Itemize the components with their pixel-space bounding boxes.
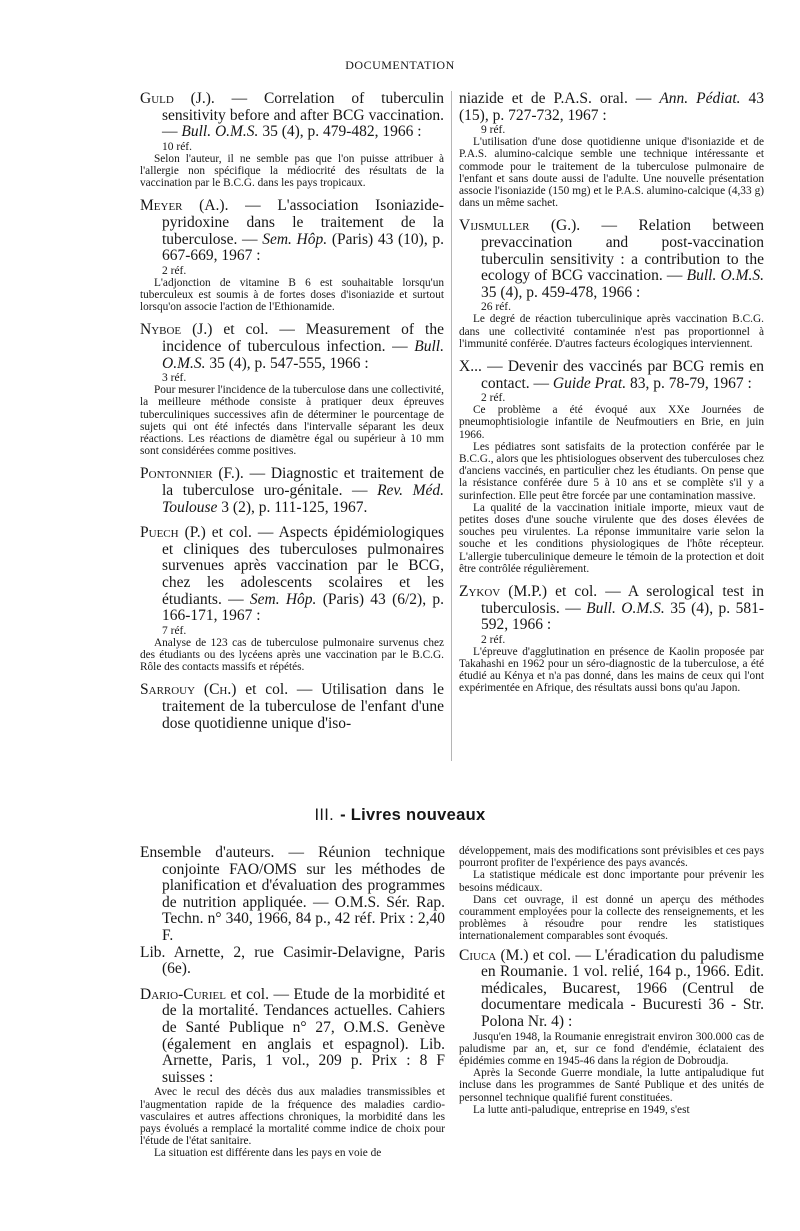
reference-count: 10 réf. xyxy=(162,140,193,153)
reference-count: 26 réf. xyxy=(481,301,512,314)
bibliography-entry xyxy=(140,845,445,978)
citation xyxy=(459,218,764,301)
summary: Le degré de réaction tuberculinique après vaccination B.C.G. dans une collectivité contaminée n'est pas proportionnel à l'immunité conférée. D'autres facteurs écologiques interviennent. xyxy=(459,313,764,350)
reference-count: 9 réf. xyxy=(481,124,506,137)
author: Guld (J.). xyxy=(140,90,215,107)
author: Dario-Curiel xyxy=(140,985,226,1003)
title-text: — Diagnostic et traitement de la tuberculose uro-génitale. — xyxy=(162,465,444,499)
title-text: et col. — Aspects épidémiologiques et cliniques des tuberculoses pulmonaires survenues après vaccination par le BCG, chez les adolescents scolaires et les étudiants. — xyxy=(162,524,444,608)
summary: Avec le recul des décès dus aux maladies transmissibles et l'augmentation rapide de la fréquence des maladies cardio-vasculaires et autres affections chroniques, la morbidité dans les pays évolués a remplacé la mortalité comme indice de choix pour l'étude de l'état sanitaire. xyxy=(140,1086,445,1148)
citation xyxy=(140,525,444,625)
journal: Bull. O.M.S. xyxy=(162,337,444,372)
summary: Pour mesurer l'incidence de la tuberculose dans une collectivité, la meilleure méthode consiste à pratiquer deux épreuves tuberculiniques successives afin de déterminer le pourcentage de sujets qui ont été infectés dans l'intervalle séparant les deux réactions. Les réactions de diamètre égal ou supérieur à 10 mm sont considérées comme positives. xyxy=(140,384,444,458)
summary: Ce problème a été évoqué aux XXe Journées de pneumophtisiologie infantile de Neufmoutiers en Brie, en juin 1966. xyxy=(459,404,764,441)
citation xyxy=(140,682,444,732)
entry-continuation xyxy=(459,91,764,209)
journal: Bull. O.M.S. xyxy=(686,267,765,285)
title-text: Ensemble d'auteurs. — Réunion technique conjointe FAO/OMS sur les méthodes de planification et d'évaluation des programmes de nutrition appliquée. — O.M.S. Sér. Rap. Techn. n° 340, 1966, 84 p., 42 réf. Prix : 2,40 F. xyxy=(140,844,445,944)
citation xyxy=(140,987,445,1087)
reference-count: 2 réf. xyxy=(481,392,506,405)
title-text: et col. — Etude de la morbidité et de la mortalité. Tendances actuelles. Cahiers de Santé Publique n° 27, O.M.S. Genève (également en anglais et espagnol). Lib. Arnette, Paris, 1 vol., 209 p. Prix : 8 F suisses : xyxy=(162,985,445,1086)
summary: La situation est différente dans les pays en voie de xyxy=(154,1147,382,1160)
summary: L'adjonction de vitamine B 6 est souhaitable lorsqu'un tuberculeux est soumis à de fortes doses d'isoniazide et surtout lorsqu'on associe l'action de l'Ethionamide. xyxy=(140,276,444,314)
title-text: et col. — Measurement of the incidence of tuberculous infection. — xyxy=(162,321,444,355)
column-left-top xyxy=(140,91,444,741)
author: Puech (P.) xyxy=(140,524,206,542)
journal: Guide Prat. xyxy=(552,374,627,392)
author: X... xyxy=(459,357,482,375)
author: Nyboe (J.) xyxy=(140,321,213,339)
title-text: — Devenir des vaccinés par BCG remis en contact. — xyxy=(481,357,764,392)
summary: L'utilisation d'une dose quotidienne unique d'isoniazide et de P.A.S. alumino-calcique semble une technique intéressante et commode pour le traitement de la tuberculose pulmonaire de l'enfant et sans doute aussi de l'adulte. Une nouvelle présentation associe l'isoniazide (150 mg) et le P.A.S. alumino-calcique (4,33 g) dans un même sachet. xyxy=(459,136,764,210)
volume-pages: 35 (4), p. 581-592, 1966 : xyxy=(481,599,764,634)
citation xyxy=(459,584,764,634)
reference-count: 7 réf. xyxy=(162,624,187,637)
citation xyxy=(140,845,445,945)
entry-list xyxy=(459,948,764,1116)
summary: L'épreuve d'agglutination en présence de Kaolin proposée par Takahashi en 1962 pour un séro-diagnostic de la tuberculose, a été étudié au Kénya et n'a pas donné, dans les mains de ceux qui l'ont expérimentée en Afrique, des résultats aussi bons qu'au Japon. xyxy=(459,645,764,695)
section-title: III. - Livres nouveaux xyxy=(314,806,486,824)
bibliography-entry xyxy=(140,525,444,673)
summary-paragraph: Dans cet ouvrage, il est donné un aperçu des méthodes couramment employées pour la collecte des renseignements, et les problèmes à résoudre pour rendre les statistiques internationalement comparables sont évoqués. xyxy=(459,893,764,943)
title-text: — Correlation of tuberculin sensitivity before and after BCG vaccination. — xyxy=(162,90,445,141)
reference-count: 3 réf. xyxy=(162,372,187,385)
author: Ciuca (M.) xyxy=(459,946,529,964)
bibliography-entry xyxy=(140,322,444,457)
summary: La lutte anti-paludique, entreprise en 1949, s'est xyxy=(473,1103,690,1116)
citation xyxy=(140,198,444,264)
journal: Sem. Hôp. xyxy=(262,230,328,248)
author: Pontonnier (F.). xyxy=(140,465,244,483)
summary: Selon l'auteur, il ne semble pas que l'on puisse attribuer à l'allergie non spécifique la médiocrité des résultats de la vaccination par le B.C.G. dans les pays tropicaux. xyxy=(140,152,444,190)
column-right-top xyxy=(459,91,764,704)
title-text: et col. — A serological test in tuberculosis. — xyxy=(481,583,764,617)
author: Zykov (M.P.) xyxy=(459,583,548,601)
citation xyxy=(140,322,444,372)
bibliography-entry xyxy=(459,359,764,575)
citation xyxy=(140,466,444,516)
column-rule xyxy=(451,91,452,761)
reference-count: 2 réf. xyxy=(162,264,187,277)
title-text: et col. — L'éradication du paludisme en Roumanie. 1 vol. relié, 164 p., 1966. Edit. médicales, Bucarest, 1966 (Centrul de documentare medicala - Bucuresti 36 - Str. Polona Nr. 4) : xyxy=(481,946,764,1030)
author: Vijsmuller (G.). xyxy=(459,217,581,235)
volume-pages: (Paris) 43 (6/2), p. 166-171, 1967 : xyxy=(162,590,444,625)
volume-pages: (Paris) 43 (10), p. 667-669, 1967 : xyxy=(162,230,444,265)
citation: niazide et de P.A.S. oral. — Ann. Pédiat. 43 (15), p. 727-732, 1967 : xyxy=(459,90,764,124)
journal: Rev. Méd. Toulouse xyxy=(162,481,444,516)
summary: Les pédiatres sont satisfaits de la protection conférée par le B.C.G., alors que les phtisiologues observent des tuberculoses chez d'anciens vaccinés, en particulier chez les étudiants. On pense que la résistance conférée dure 5 à 10 ans et se complète s'il y a surinfection. Elle peut être forcée par une contamination massive. xyxy=(459,440,764,502)
publisher: Lib. Arnette, 2, rue Casimir-Delavigne, Paris (6e). xyxy=(140,943,445,978)
bibliography-entry xyxy=(459,584,764,695)
volume-pages: 83, p. 78-79, 1967 : xyxy=(626,374,752,392)
summary-continuation: développement, mais des modifications sont prévisibles et ces pays pourront profiter de l'expérience des pays avancés. xyxy=(459,845,764,870)
volume-pages: 35 (4), p. 479-482, 1966 : xyxy=(258,123,422,141)
title-text: — L'association Isoniazide-pyridoxine dans le traitement de la tuberculose. — xyxy=(162,197,444,248)
bibliography-entry xyxy=(459,218,764,350)
title-text: — Relation between prevaccination and post-vaccination tuberculin sensitivity : a contribution to the ecology of BCG vaccination. — xyxy=(481,217,764,285)
bibliography-entry xyxy=(140,198,444,313)
author: Meyer (A.). xyxy=(140,197,229,215)
summary: Jusqu'en 1948, la Roumanie enregistrait environ 300.000 cas de paludisme par an, et, sur ce fond d'endémie, éclataient des épidémies comme en 1945-46 dans la région de Dobroudja. xyxy=(459,1030,764,1067)
journal: Bull. O.M.S. xyxy=(181,123,259,141)
journal: Bull. O.M.S. xyxy=(586,599,665,617)
bibliography-entry xyxy=(140,987,445,1160)
entry-list xyxy=(459,218,764,694)
summary: Après la Seconde Guerre mondiale, la lutte antipaludique fut incluse dans les programmes de Santé Publique et des unités de personnel technique qualifié furent constituées. xyxy=(459,1067,764,1104)
summary: Analyse de 123 cas de tuberculose pulmonaire survenus chez des étudiants ou des lycéens après une vaccination par le B.C.G. Rôle des contacts massifs et répétés. xyxy=(140,636,444,674)
bibliography-entry xyxy=(140,91,444,189)
summary: La qualité de la vaccination initiale importe, mieux vaut de petites doses d'une souche virulente que des doses élevées de souches peu virulentes. La réponse immunitaire varie selon la souche et les conditions physiologiques de l'hôte récepteur. L'allergie tuberculinique demeure le témoin de la protection et doit être contrôlée régulièrement. xyxy=(459,501,764,575)
author: Sarrouy (Ch.) xyxy=(140,681,237,699)
column-right-bottom xyxy=(459,845,764,1125)
volume-pages: 35 (4), p. 459-478, 1966 : xyxy=(481,283,641,301)
bibliography-entry xyxy=(140,466,444,516)
bibliography-entry xyxy=(459,948,764,1116)
summary-paragraph: La statistique médicale est donc importante pour prévenir les besoins médicaux. xyxy=(459,869,764,894)
volume-pages: 35 (4), p. 547-555, 1966 : xyxy=(205,354,369,372)
citation xyxy=(140,91,444,141)
column-left-bottom xyxy=(140,845,445,1169)
title-text: et col. — Utilisation dans le traitement de la tuberculose de l'enfant d'une dose quotidienne unique d'iso- xyxy=(162,681,444,732)
journal: Sem. Hôp. xyxy=(249,590,317,608)
volume-pages: 3 (2), p. 111-125, 1967. xyxy=(217,498,368,516)
citation xyxy=(459,359,764,392)
reference-count: 2 réf. xyxy=(481,633,506,646)
citation xyxy=(459,948,764,1031)
page-header: DOCUMENTATION xyxy=(345,58,455,72)
bibliography-entry xyxy=(140,682,444,732)
